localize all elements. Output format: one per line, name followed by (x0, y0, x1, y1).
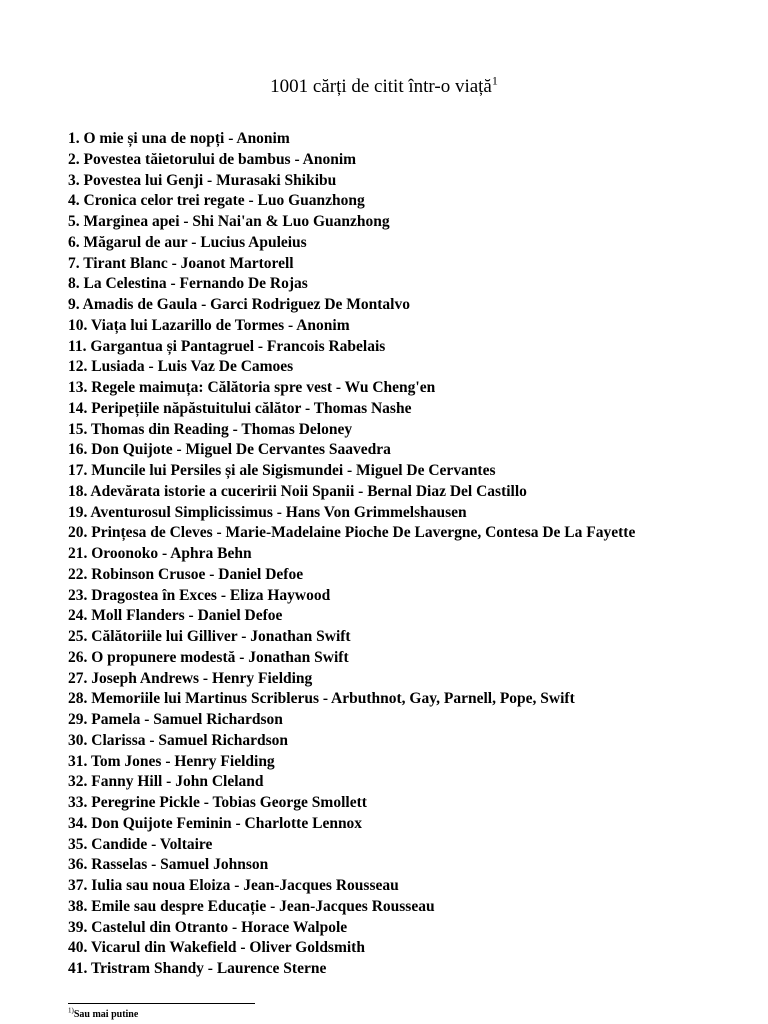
list-item: 18. Adevărata istorie a cuceririi Noii Spanii - Bernal Diaz Del Castillo (68, 482, 527, 500)
list-item: 6. Măgarul de aur - Lucius Apuleius (68, 233, 307, 251)
list-item: 1. O mie și una de nopți - Anonim (68, 130, 290, 147)
page-title-text: 1001 cărți de citit într-o viață (270, 75, 492, 97)
list-item: 38. Emile sau despre Educație - Jean-Jacques Rousseau (68, 897, 435, 915)
list-item: 9. Amadis de Gaula - Garci Rodriguez De Montalvo (68, 296, 410, 313)
list-item: 19. Aventurosul Simplicissimus - Hans Von Grimmelshausen (68, 503, 467, 521)
list-item: 17. Muncile lui Persiles și ale Sigismundei - Miguel De Cervantes (68, 462, 496, 479)
list-item: 13. Regele maimuța: Călătoria spre vest - Wu Cheng'en (68, 379, 436, 396)
footnote (68, 1008, 138, 1022)
list-item: 21. Oroonoko - Aphra Behn (68, 545, 252, 562)
list-item: 22. Robinson Crusoe - Daniel Defoe (68, 565, 304, 583)
page-title (0, 75, 768, 99)
list-item: 20. Prințesa de Cleves - Marie-Madelaine Pioche De Lavergne, Contesa De La Fayette (68, 524, 636, 542)
list-item: 10. Viața lui Lazarillo de Tormes - Anonim (68, 316, 350, 334)
list-item: 31. Tom Jones - Henry Fielding (68, 752, 275, 770)
list-item: 40. Vicarul din Wakefield - Oliver Goldsmith (68, 939, 365, 957)
list-item: 33. Peregrine Pickle - Tobias George Smollett (68, 794, 367, 811)
list-item: 36. Rasselas - Samuel Johnson (68, 856, 269, 874)
list-item: 32. Fanny Hill - John Cleland (68, 773, 264, 791)
list-item: 5. Marginea apei - Shi Nai'an & Luo Guanzhong (68, 213, 390, 230)
list-item: 25. Călătoriile lui Gilliver - Jonathan Swift (68, 628, 351, 645)
list-item: 27. Joseph Andrews - Henry Fielding (68, 669, 313, 687)
list-item: 8. La Celestina - Fernando De Rojas (68, 275, 308, 293)
list-item: 39. Castelul din Otranto - Horace Walpole (68, 918, 348, 936)
title-footnote-marker: 1 (491, 73, 498, 88)
list-item: 41. Tristram Shandy - Laurence Sterne (68, 960, 327, 977)
list-item: 26. O propunere modestă - Jonathan Swift (68, 648, 349, 666)
list-item: 34. Don Quijote Feminin - Charlotte Lennox (68, 814, 363, 832)
list-item: 12. Lusiada - Luis Vaz De Camoes (68, 358, 294, 376)
list-item: 24. Moll Flanders - Daniel Defoe (68, 607, 283, 625)
list-item: 28. Memoriile lui Martinus Scriblerus - Arbuthnot, Gay, Parnell, Pope, Swift (68, 690, 575, 708)
footnote-text: Sau mai putine (73, 1009, 139, 1020)
list-item: 35. Candide - Voltaire (68, 835, 213, 853)
list-item: 37. Iulia sau noua Eloiza - Jean-Jacques Rousseau (68, 877, 399, 894)
footnote-divider (68, 1003, 255, 1004)
list-item: 23. Dragostea în Exces - Eliza Haywood (68, 586, 331, 604)
list-item: 2. Povestea tăietorului de bambus - Anonim (68, 150, 357, 168)
list-item: 30. Clarissa - Samuel Richardson (68, 731, 289, 749)
list-item: 29. Pamela - Samuel Richardson (68, 711, 283, 728)
list-item: 16. Don Quijote - Miguel De Cervantes Saavedra (68, 441, 391, 459)
list-item: 11. Gargantua și Pantagruel - Francois Rabelais (68, 337, 386, 355)
list-item: 7. Tirant Blanc - Joanot Martorell (68, 254, 294, 272)
list-item: 14. Peripețiile năpăstuitului călător - Thomas Nashe (68, 399, 412, 417)
list-item: 4. Cronica celor trei regate - Luo Guanzhong (68, 192, 365, 210)
list-item: 3. Povestea lui Genji - Murasaki Shikibu (68, 171, 337, 189)
list-item: 15. Thomas din Reading - Thomas Deloney (68, 420, 353, 438)
footnote-marker: 1) (68, 1006, 74, 1015)
book-list (68, 129, 635, 980)
